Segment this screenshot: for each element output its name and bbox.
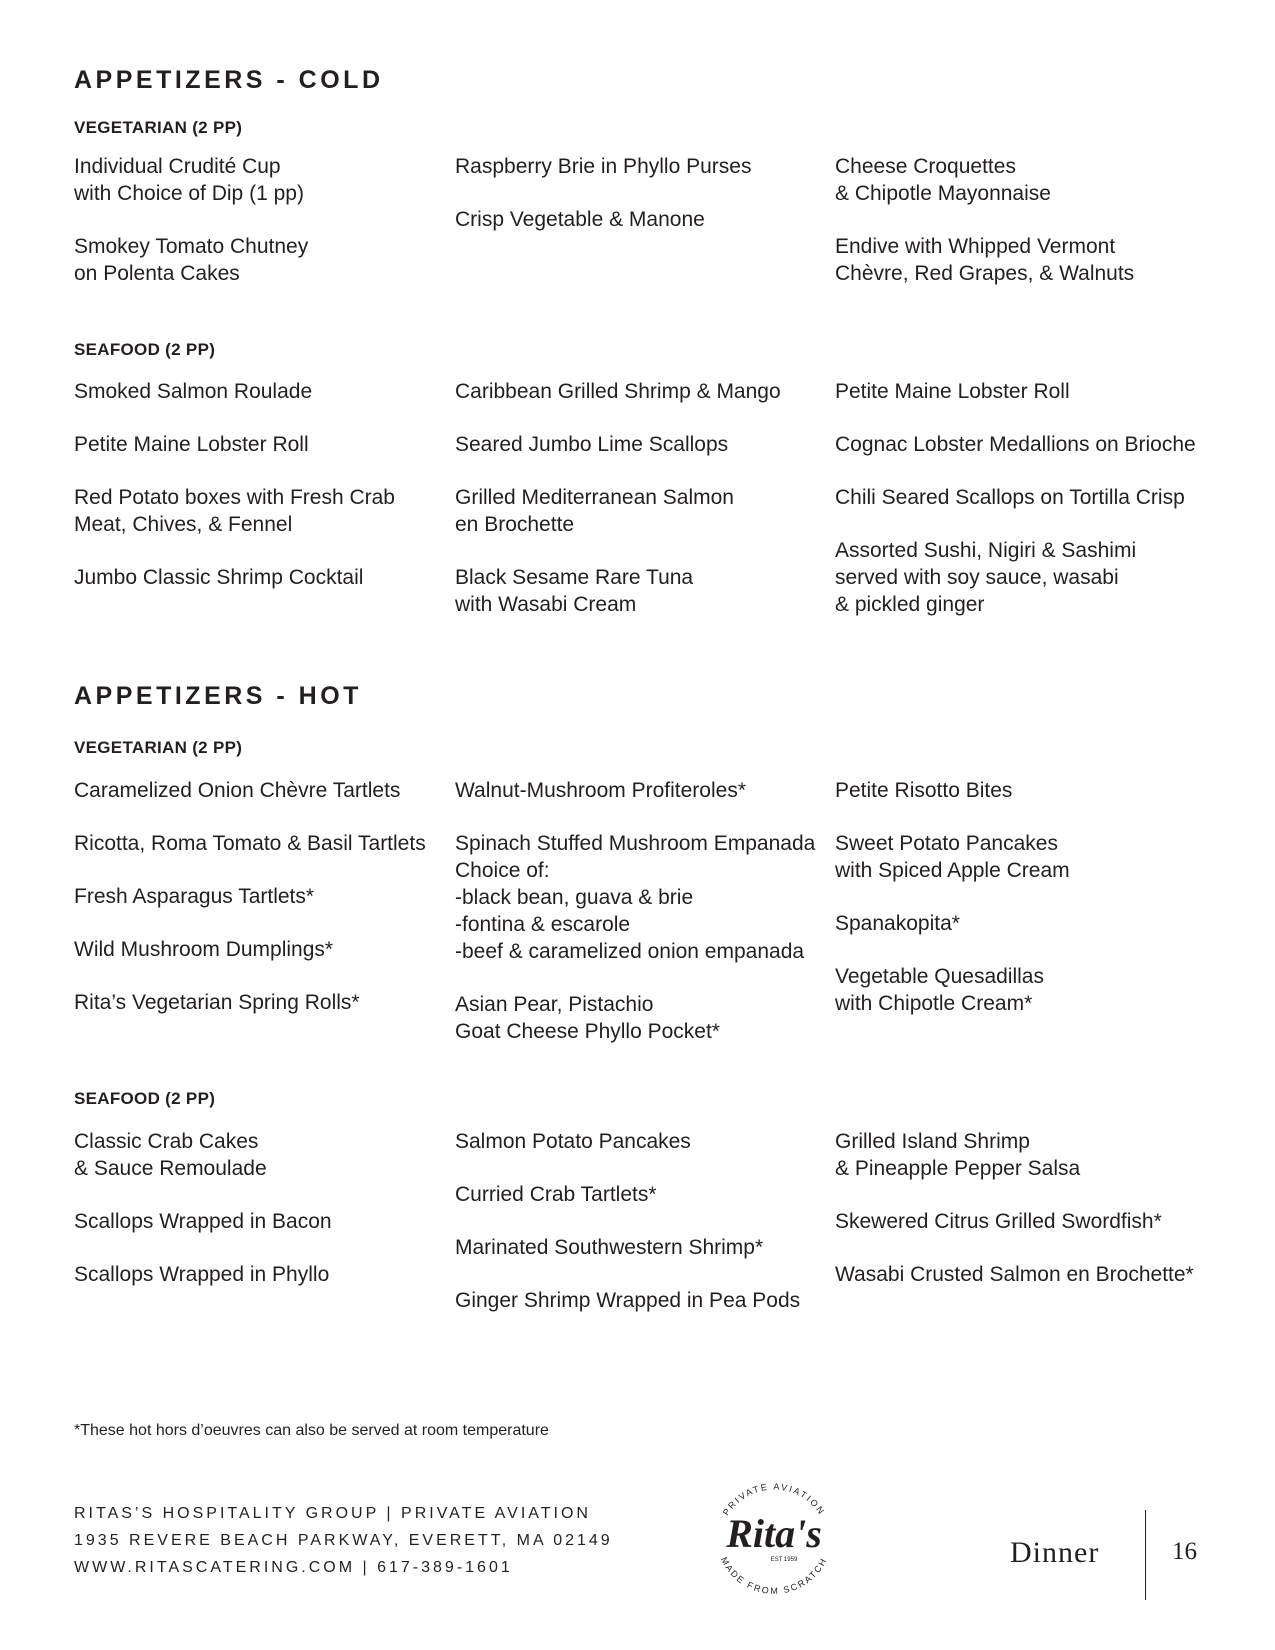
menu-item: Crisp Vegetable & Manone xyxy=(455,208,705,231)
menu-item: Sweet Potato Pancakes with Spiced Apple Cream xyxy=(835,832,1070,882)
menu-item: Salmon Potato Pancakes xyxy=(455,1130,691,1153)
menu-item: Spanakopita* xyxy=(835,912,960,935)
logo-top-text: PRIVATE AVIATION xyxy=(720,1481,828,1518)
menu-item: Skewered Citrus Grilled Swordfish* xyxy=(835,1210,1162,1233)
menu-column xyxy=(455,153,825,259)
menu-item: Curried Crab Tartlets* xyxy=(455,1183,657,1206)
menu-item: Individual Crudité Cup with Choice of Dip (1 pp) xyxy=(74,155,304,205)
menu-column xyxy=(835,153,1205,313)
menu-item: Red Potato boxes with Fresh Crab Meat, Chives, & Fennel xyxy=(74,486,395,536)
menu-item: Petite Risotto Bites xyxy=(835,779,1013,802)
menu-item: Spinach Stuffed Mushroom Empanada Choice of: -black bean, guava & brie -fontina & escarole -beef & caramelized onion empanada xyxy=(455,832,816,963)
menu-item: Ginger Shrimp Wrapped in Pea Pods xyxy=(455,1289,801,1312)
page-number: 16 xyxy=(1172,1538,1197,1565)
menu-column xyxy=(455,378,825,644)
subheading-hot-seafood: SEAFOOD (2 PP) xyxy=(74,1089,216,1108)
menu-item: Seared Jumbo Lime Scallops xyxy=(455,433,729,456)
menu-item: Smokey Tomato Chutney on Polenta Cakes xyxy=(74,235,309,285)
menu-item: Cheese Croquettes & Chipotle Mayonnaise xyxy=(835,155,1051,205)
logo-bottom-text: MADE FROM SCRATCH xyxy=(718,1555,830,1596)
menu-item: Chili Seared Scallops on Tortilla Crisp xyxy=(835,486,1185,509)
menu-item: Ricotta, Roma Tomato & Basil Tartlets xyxy=(74,832,426,855)
footnote: *These hot hors d’oeuvres can also be served at room temperature xyxy=(74,1422,549,1439)
footer-website-phone: WWW.RITASCATERING.COM | 617-389-1601 xyxy=(74,1559,513,1576)
subheading-cold-vegetarian: VEGETARIAN (2 PP) xyxy=(74,118,243,137)
menu-column xyxy=(74,378,444,617)
menu-item: Petite Maine Lobster Roll xyxy=(74,433,309,456)
menu-column xyxy=(74,777,444,1042)
menu-item: Walnut-Mushroom Profiteroles* xyxy=(455,779,746,802)
menu-item: Cognac Lobster Medallions on Brioche xyxy=(835,433,1196,456)
menu-item: Wild Mushroom Dumplings* xyxy=(74,938,334,961)
footer-contact xyxy=(74,1500,613,1581)
menu-item: Petite Maine Lobster Roll xyxy=(835,380,1070,403)
menu-item: Endive with Whipped Vermont Chèvre, Red Grapes, & Walnuts xyxy=(835,235,1135,285)
section-title-hot: APPETIZERS - HOT xyxy=(74,682,362,710)
menu-item: Black Sesame Rare Tuna with Wasabi Cream xyxy=(455,566,694,616)
subheading-hot-vegetarian: VEGETARIAN (2 PP) xyxy=(74,738,243,757)
menu-item: Caribbean Grilled Shrimp & Mango xyxy=(455,380,781,403)
menu-item: Raspberry Brie in Phyllo Purses xyxy=(455,155,752,178)
subheading-cold-seafood: SEAFOOD (2 PP) xyxy=(74,340,216,359)
menu-item: Fresh Asparagus Tartlets* xyxy=(74,885,315,908)
footer-company: RITAS’S HOSPITALITY GROUP | PRIVATE AVIATION xyxy=(74,1505,591,1522)
menu-column xyxy=(835,777,1205,1043)
logo-wordmark: Rita's xyxy=(726,1511,822,1556)
menu-item: Classic Crab Cakes & Sauce Remoulade xyxy=(74,1130,267,1180)
menu-item: Caramelized Onion Chèvre Tartlets xyxy=(74,779,401,802)
menu-item: Wasabi Crusted Salmon en Brochette* xyxy=(835,1263,1194,1286)
menu-item: Grilled Mediterranean Salmon en Brochette xyxy=(455,486,734,536)
menu-item: Asian Pear, Pistachio Goat Cheese Phyllo Pocket* xyxy=(455,993,720,1043)
menu-column xyxy=(455,1128,825,1340)
section-title-cold: APPETIZERS - COLD xyxy=(74,66,384,94)
menu-item: Assorted Sushi, Nigiri & Sashimi served with soy sauce, wasabi & pickled ginger xyxy=(835,539,1137,616)
menu-column xyxy=(74,1128,444,1314)
document-label: Dinner xyxy=(1010,1536,1100,1569)
logo-est: EST 1959 xyxy=(770,1557,798,1563)
menu-column xyxy=(455,777,825,1071)
menu-item: Jumbo Classic Shrimp Cocktail xyxy=(74,566,364,589)
menu-column xyxy=(74,153,444,313)
ritas-logo xyxy=(700,1463,848,1611)
footer-address: 1935 REVERE BEACH PARKWAY, EVERETT, MA 02149 xyxy=(74,1532,613,1549)
menu-item: Smoked Salmon Roulade xyxy=(74,380,313,403)
menu-column xyxy=(835,378,1205,644)
menu-item: Scallops Wrapped in Bacon xyxy=(74,1210,332,1233)
menu-item: Scallops Wrapped in Phyllo xyxy=(74,1263,330,1286)
menu-item: Vegetable Quesadillas with Chipotle Cream* xyxy=(835,965,1044,1015)
menu-item: Marinated Southwestern Shrimp* xyxy=(455,1236,764,1259)
menu-item: Rita’s Vegetarian Spring Rolls* xyxy=(74,991,360,1014)
footer-divider xyxy=(1145,1510,1146,1600)
menu-item: Grilled Island Shrimp & Pineapple Pepper Salsa xyxy=(835,1130,1081,1180)
menu-column xyxy=(835,1128,1205,1314)
